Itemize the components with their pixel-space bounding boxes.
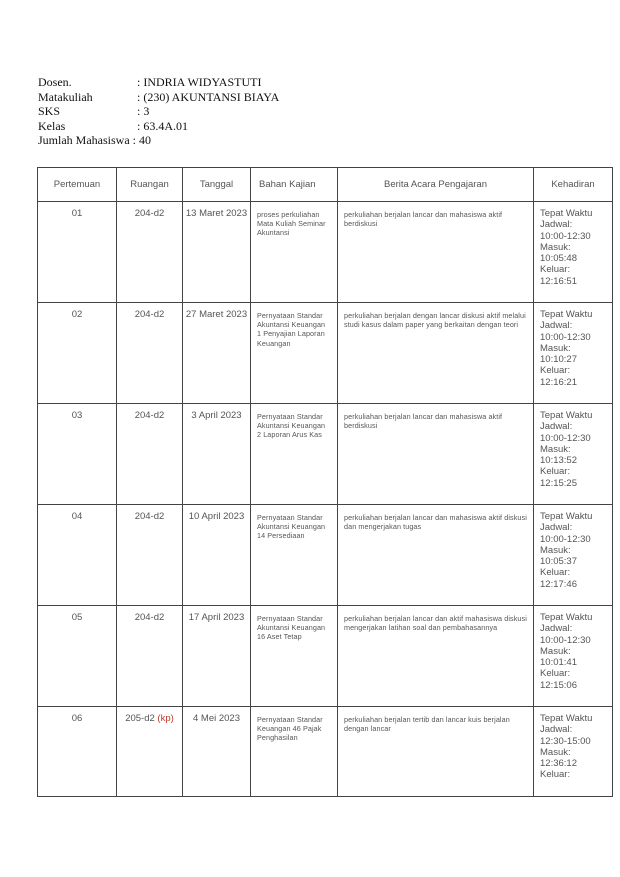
ruangan-value: 204-d2 (134, 410, 165, 421)
keluar-label: Keluar: (540, 365, 571, 377)
jadwal-value: 10:00-12:30 (540, 331, 591, 343)
matakuliah-label: Matakuliah (38, 89, 93, 104)
pertemuan-cell: 05 (38, 606, 117, 707)
sks-label: SKS (38, 104, 61, 118)
pertemuan-cell: 04 (38, 505, 117, 606)
jadwal-value: 10:00-12:30 (540, 230, 591, 242)
tanggal-cell: 10 April 2023 (183, 505, 251, 606)
ruangan-value: 204-d2 (134, 208, 165, 219)
bahan-cell: Pernyataan Standar Akuntansi Keuangan 1 Penyajian Laporan Keuangan (251, 303, 338, 404)
kelas-label: Kelas (38, 118, 66, 133)
kehadiran-cell (534, 303, 613, 404)
jadwal-label: Jadwal: (540, 724, 573, 736)
sks-value: : 3 (137, 104, 150, 118)
pertemuan-cell: 01 (38, 202, 117, 303)
table-header-row (38, 168, 613, 202)
keluar-label: Keluar: (540, 264, 571, 276)
ruangan-value: 204-d2 (134, 511, 165, 522)
berita-cell: perkuliahan berjalan lancar dan mahasiswa aktif berdiskusi (338, 404, 534, 505)
keluar-label: Keluar: (540, 668, 571, 680)
ruangan-cell (117, 303, 183, 404)
berita-cell: perkuliahan berjalan lancar dan aktif mahasiswa diskusi mengerjakan latihan soal dan pembahasannya (338, 606, 534, 707)
dosen-row (38, 75, 279, 90)
table-row (38, 404, 613, 505)
kehadiran-cell (534, 606, 613, 707)
jadwal-value: 10:00-12:30 (540, 634, 591, 646)
status-text: Tepat Waktu (540, 612, 593, 623)
tanggal-cell: 13 Maret 2023 (183, 202, 251, 303)
masuk-value: 10:05:37 (540, 556, 577, 568)
kelas-value: : 63.4A.01 (137, 118, 188, 133)
kelas-row (38, 119, 279, 134)
masuk-label: Masuk: (540, 241, 571, 253)
ruangan-value: 204-d2 (134, 612, 165, 623)
col-kehadiran: Kehadiran (534, 168, 613, 202)
bahan-cell: Pernyataan Standar Akuntansi Keuangan 14 Persediaan (251, 505, 338, 606)
status-text: Tepat Waktu (540, 713, 593, 724)
ruangan-cell (117, 505, 183, 606)
jadwal-value: 10:00-12:30 (540, 432, 591, 444)
status-text: Tepat Waktu (540, 511, 593, 522)
matakuliah-value: : (230) AKUNTANSI BIAYA (137, 89, 280, 104)
status-text: Tepat Waktu (540, 410, 593, 421)
bahan-cell: Pernyataan Standar Akuntansi Keuangan 16 Aset Tetap (251, 606, 338, 707)
keluar-label: Keluar: (540, 567, 571, 579)
status-text: Tepat Waktu (540, 309, 593, 320)
kehadiran-cell (534, 707, 613, 797)
table-row (38, 707, 613, 797)
jadwal-label: Jadwal: (540, 623, 573, 635)
col-pertemuan: Pertemuan (38, 168, 117, 202)
berita-cell: perkuliahan berjalan lancar dan mahasiswa aktif diskusi dan mengerjakan tugas (338, 505, 534, 606)
kehadiran-cell (534, 404, 613, 505)
tanggal-cell: 4 Mei 2023 (183, 707, 251, 797)
keluar-value: 12:16:21 (540, 376, 577, 388)
status-text: Tepat Waktu (540, 208, 593, 219)
jadwal-label: Jadwal: (540, 421, 573, 433)
ruangan-value: 205-d2 (125, 713, 155, 724)
tanggal-cell: 27 Maret 2023 (183, 303, 251, 404)
masuk-value: 10:01:41 (540, 657, 577, 669)
pertemuan-cell: 03 (38, 404, 117, 505)
pertemuan-cell: 02 (38, 303, 117, 404)
tanggal-cell: 17 April 2023 (183, 606, 251, 707)
keluar-value: 12:17:46 (540, 578, 577, 590)
masuk-label: Masuk: (540, 342, 571, 354)
jadwal-value: 10:00-12:30 (540, 533, 591, 545)
jadwal-label: Jadwal: (540, 320, 573, 332)
ruangan-value: 204-d2 (134, 309, 165, 320)
kehadiran-cell (534, 202, 613, 303)
col-bahan-kajian: Bahan Kajian (251, 168, 338, 202)
keluar-value: 12:15:06 (540, 679, 577, 691)
table-row (38, 505, 613, 606)
keluar-value: 12:15:25 (540, 477, 577, 489)
bahan-cell: proses perkuliahan Mata Kuliah Seminar Akuntansi (251, 202, 338, 303)
jumlah-value: : 40 (132, 133, 151, 147)
col-berita-acara: Berita Acara Pengajaran (338, 168, 534, 202)
masuk-value: 10:13:52 (540, 455, 577, 467)
jadwal-label: Jadwal: (540, 522, 573, 534)
table-row (38, 202, 613, 303)
jadwal-value: 12:30-15:00 (540, 735, 591, 747)
keluar-label: Keluar: (540, 466, 571, 478)
pertemuan-cell: 06 (38, 707, 117, 797)
jumlah-row (38, 133, 279, 148)
dosen-label: Dosen. (38, 75, 72, 89)
sks-row (38, 104, 279, 119)
ruangan-cell (117, 707, 183, 797)
dosen-value: : INDRIA WIDYASTUTI (137, 75, 262, 89)
ruangan-cell (117, 202, 183, 303)
table-row (38, 303, 613, 404)
ruangan-note: (kp) (157, 713, 174, 724)
jadwal-label: Jadwal: (540, 219, 573, 231)
berita-cell: perkuliahan berjalan lancar dan mahasiswa aktif berdiskusi (338, 202, 534, 303)
masuk-value: 10:05:48 (540, 253, 577, 265)
jumlah-label: Jumlah Mahasiswa (38, 133, 130, 147)
kehadiran-cell (534, 505, 613, 606)
ruangan-cell (117, 404, 183, 505)
keluar-value: 12:16:51 (540, 275, 577, 287)
course-info-header (38, 75, 279, 148)
berita-cell: perkuliahan berjalan dengan lancar diskusi aktif melalui studi kasus dalam paper yang berkaitan dengan teori (338, 303, 534, 404)
bahan-cell: Pernyataan Standar Keuangan 46 Pajak Penghasilan (251, 707, 338, 797)
masuk-label: Masuk: (540, 544, 571, 556)
masuk-label: Masuk: (540, 645, 571, 657)
ruangan-cell (117, 606, 183, 707)
berita-cell: perkuliahan berjalan tertib dan lancar kuis berjalan dengan lancar (338, 707, 534, 797)
masuk-label: Masuk: (540, 746, 571, 758)
attendance-table (37, 167, 613, 797)
col-ruangan: Ruangan (117, 168, 183, 202)
masuk-value: 10:10:27 (540, 354, 577, 366)
keluar-label: Keluar: (540, 769, 571, 781)
bahan-cell: Pernyataan Standar Akuntansi Keuangan 2 Laporan Arus Kas (251, 404, 338, 505)
table-row (38, 606, 613, 707)
masuk-value: 12:36:12 (540, 758, 577, 770)
masuk-label: Masuk: (540, 443, 571, 455)
col-tanggal: Tanggal (183, 168, 251, 202)
tanggal-cell: 3 April 2023 (183, 404, 251, 505)
matakuliah-row (38, 90, 279, 105)
